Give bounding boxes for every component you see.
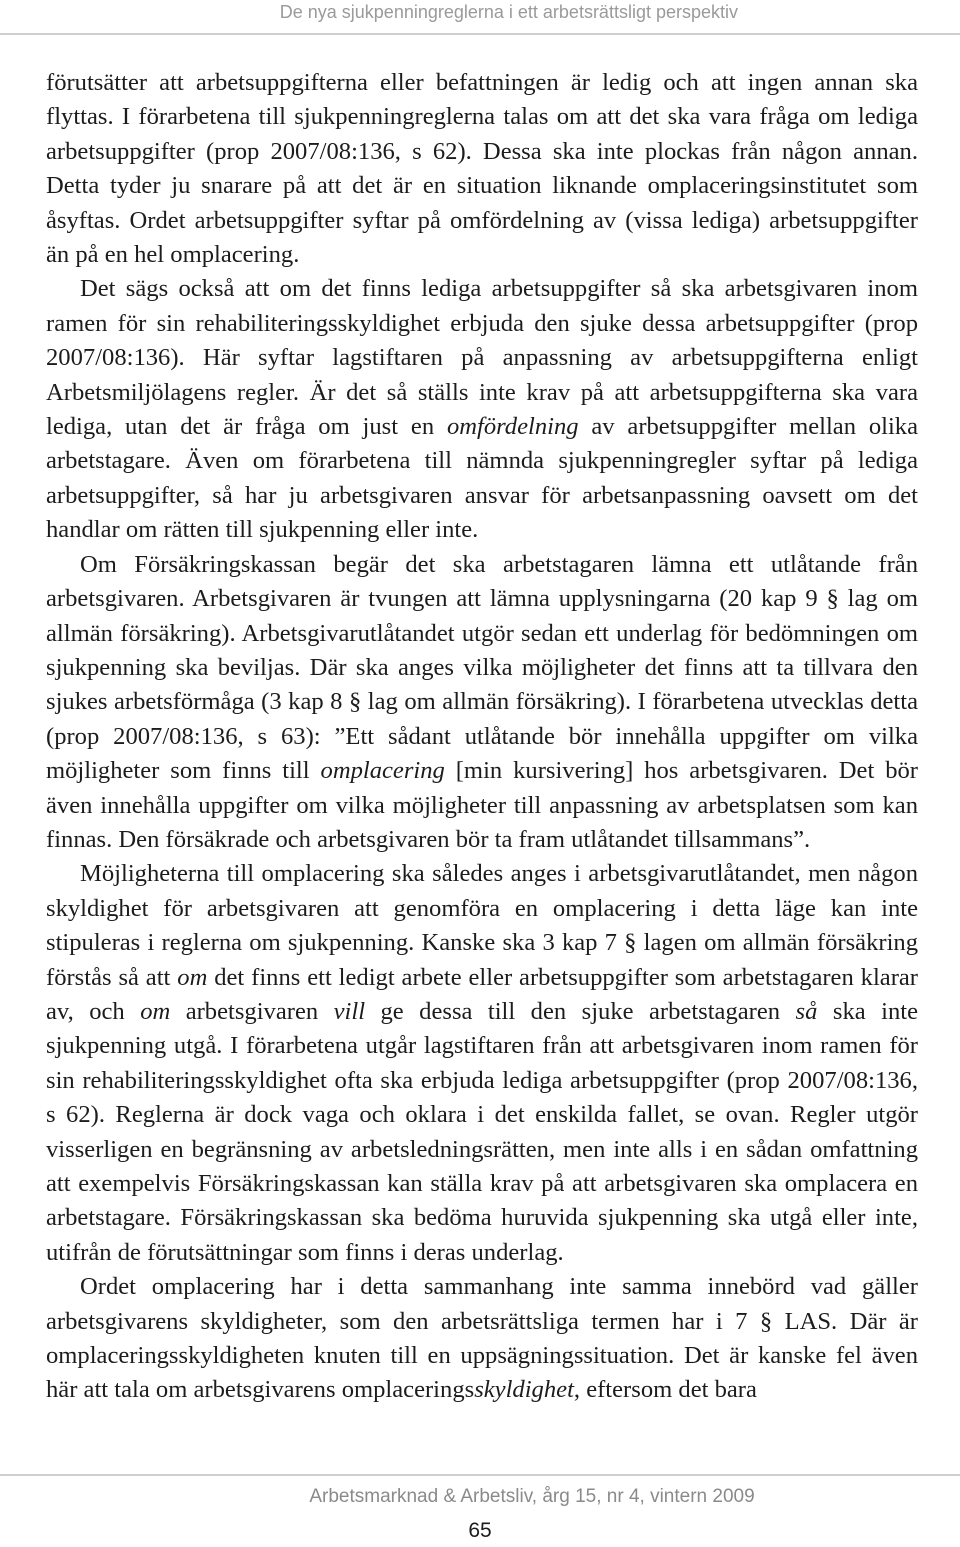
running-header: De nya sjukpenningreglerna i ett arbetsrättsligt perspektiv [279,2,738,22]
header-divider [0,33,960,35]
italic-text: omfördelning [446,413,579,441]
journal-reference: Arbetsmarknad & Arbetsliv, årg 15, nr 4, vintern 2009 [309,1486,755,1507]
page-number: 65 [468,1519,492,1542]
italic-text: omplacering [320,757,445,785]
text-run: ska inte sjukpenning utgå. I förarbetena utgår lagstiftaren från att arbetsgivaren inom ramen för sin rehabiliteringsskyldighet ofta ska erbjuda lediga arbetsuppgifter (prop 2007/08:136, s 62). Reglerna är dock vaga och oklara i det enskilda fallet, se ovan. Regler utgör visserligen en begränsning av arbetsledningsrätten, men inte alls i en sådan omfattning att exempelvis Försäkringskassan kan ställa krav på att arbetsgivaren ska omplacera en arbetstagare. Försäkringskassan ska bedöma huruvida sjukpenning ska utgå eller inte, utifrån de förutsättningar som finns i deras underlag. [46,997,918,1266]
paragraph [46,66,918,272]
text-run: Ordet omplacering har i detta sammanhang inte samma innebörd vad gäller arbetsgivarens skyldigheter, som den arbetsrättsliga termen har i 7 § LAS. Där är omplaceringsskyldigheten knuten till en uppsägningssituation. Det är kanske fel även här att tala om arbetsgivarens omplacerings [46,1273,918,1404]
paragraph [46,1270,918,1408]
text-run: det finns ett ledigt arbete eller arbetsuppgifter som arbetstagaren klarar av, och [46,963,918,1025]
text-run: Om Försäkringskassan begär det ska arbetstagaren lämna ett utlåtande från arbetsgivaren. Arbetsgivaren är tvungen att lämna upplysningarna (20 kap 9 § lag om allmän försäkring). Arbetsgivarutlåtandet utgör sedan ett underlag för bedömningen om sjukpenning ska beviljas. Där ska anges vilka möjligheter det finns att ta tillvara den sjukes arbetsförmåga (3 kap 8 § lag om allmän försäkring). I förarbetena utvecklas detta (prop 2007/08:136, s 63): ”Ett sådant utlåtande bör innehålla uppgifter om vilka möjligheter som finns till [46,550,918,785]
italic-text: om [177,963,208,991]
paragraph [46,857,918,1270]
text-run: förutsätter att arbetsuppgifterna eller befattningen är ledig och att ingen annan ska flyttas. I förarbetena till sjukpenningreglerna talas om att det ska vara fråga om lediga arbetsuppgifter (prop 2007/08:136, s 62). Dessa ska inte plockas från någon annan. Detta tyder ju snarare på att det är en situation liknande omplaceringsinstitutet som åsyftas. Ordet arbetsuppgifter syftar på omfördelning av (vissa lediga) arbetsuppgifter än på en hel omplacering. [46,69,918,269]
text-run: Det sägs också att om det finns lediga arbetsuppgifter så ska arbetsgivaren inom ramen för sin rehabiliteringsskyldighet erbjuda den sjuke dessa arbetsuppgifter (prop 2007/08:136). Här syftar lagstiftaren på anpassning av arbetsuppgifterna enligt Arbetsmiljölagens regler. Är det så ställs inte krav på att arbetsuppgifterna ska vara lediga, utan det är fråga om just en [46,275,918,441]
italic-text: om [140,997,171,1025]
text-run: ge dessa till den sjuke arbetstagaren [365,997,796,1025]
text-run: arbetsgivaren [170,997,334,1025]
paragraph [46,272,918,547]
italic-text: vill [333,997,366,1025]
text-run: [min kursivering] hos arbetsgivaren. Det bör även innehålla uppgifter om vilka möjligheter till anpassning av arbetsplatsen som kan finnas. Den försäkrade och arbetsgivaren bör ta fram utlåtandet tillsammans”. [46,757,918,853]
text-run: Möjligheterna till omplacering ska således anges i arbetsgivarutlåtandet, men någon skyldighet för arbetsgivaren att genomföra en omplacering i detta läge kan inte stipuleras i reglerna om sjukpenning. Kanske ska 3 kap 7 § lagen om allmän försäkring förstås så att [46,860,918,991]
body-text [46,66,918,1408]
text-run: , eftersom det bara [573,1376,757,1404]
text-run: av arbetsuppgifter mellan olika arbetstagare. Även om förarbetena till nämnda sjukpenningregler syftar på lediga arbetsuppgifter, så har ju arbetsgivaren ansvar för arbetsanpassning oavsett om det handlar om rätten till sjukpenning eller inte. [46,413,919,544]
paragraph [46,548,918,858]
footer-divider [0,1474,960,1476]
italic-text: skyldighet [474,1376,574,1404]
italic-text: så [795,997,818,1025]
